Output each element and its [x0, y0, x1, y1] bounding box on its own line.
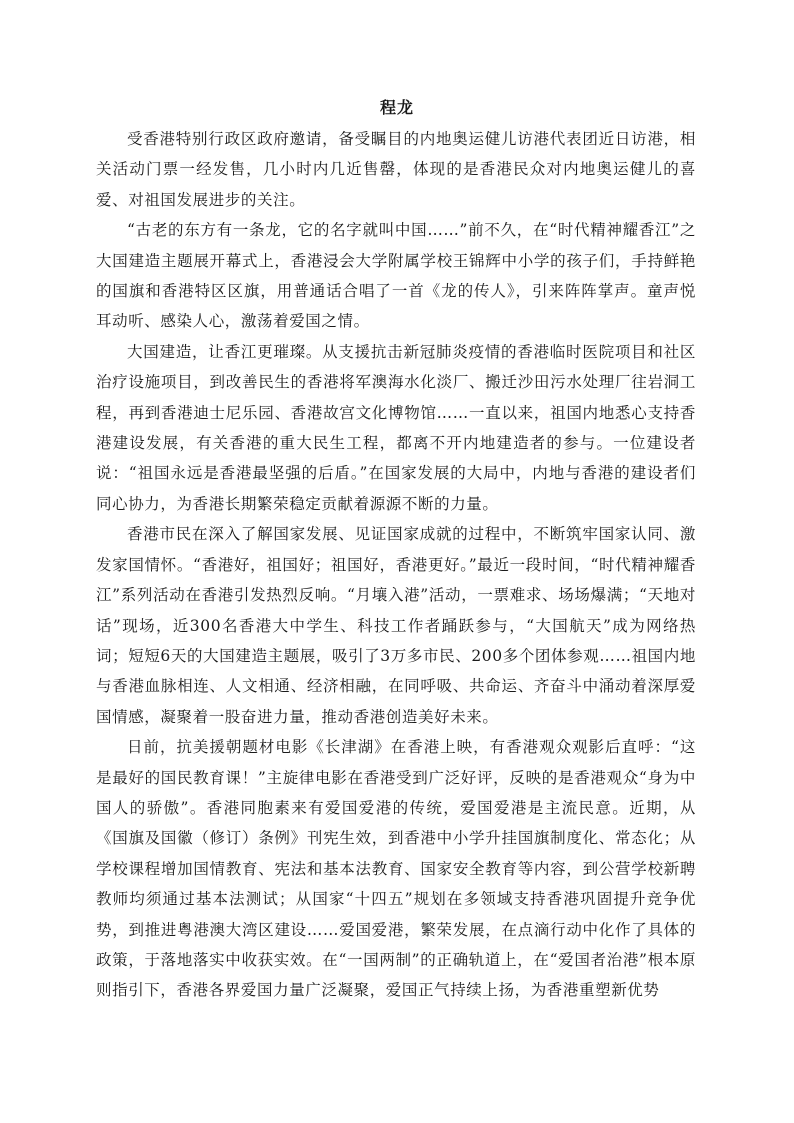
paragraph-2: “古老的东方有一条龙，它的名字就叫中国……”前不久，在“时代精神耀香江”之大国建造主题展开幕式上，香港浸会大学附属学校王锦辉中小学的孩子们，手持鲜艳的国旗和香港特区区旗，用普通话合唱了一首《龙的传人》，引来阵阵掌声。童声悦耳动听、感染人心，激荡着爱国之情。 — [96, 221, 696, 331]
paragraph-3: 大国建造，让香江更璀璨。从支援抗击新冠肺炎疫情的香港临时医院项目和社区治疗设施项目，到改善民生的香港将军澳海水化淡厂、搬迁沙田污水处理厂往岩洞工程，再到香港迪士尼乐园、香港故宫文化博物馆……一直以来，祖国内地悉心支持香港建设发展，有关香港的重大民生工程，都离不开内地建造者的参与。一位建设者说：“祖国永远是香港最坚强的后盾。”在国家发展的大局中，内地与香港的建设者们同心协力，为香港长期繁荣稳定贡献着源源不断的力量。 — [96, 342, 696, 513]
document-body — [96, 124, 696, 1006]
document-title: 程龙 — [379, 98, 414, 117]
paragraph-5: 日前，抗美援朝题材电影《长津湖》在香港上映，有香港观众观影后直呼：“这是最好的国民教育课！”主旋律电影在香港受到广泛好评，反映的是香港观众“身为中国人的骄傲”。香港同胞素来有爱国爱港的传统，爱国爱港是主流民意。近期，从《国旗及国徽（修订）条例》刊宪生效，到香港中小学升挂国旗制度化、常态化；从学校课程增加国情教育、宪法和基本法教育、国家安全教育等内容，到公营学校新聘教师均须通过基本法测试；从国家“十四五”规划在多领域支持香港巩固提升竞争优势，到推进粤港澳大湾区建设……爱国爱港，繁荣发展，在点滴行动中化作了具体的政策，于落地落实中收获实效。在“一国两制”的正确轨道上，在“爱国者治港”根本原则指引下，香港各界爱国力量广泛凝聚，爱国正气持续上扬，为香港重塑新优势 — [96, 738, 696, 1000]
paragraph-4: 香港市民在深入了解国家发展、见证国家成就的过程中，不断筑牢国家认同、激发家国情怀。“香港好，祖国好；祖国好，香港更好。”最近一段时间，“时代精神耀香江”系列活动在香港引发热烈反响。“月壤入港”活动，一票难求、场场爆满；“天地对话”现场，近300名香港大中学生、科技工作者踊跃参与，“大国航天”成为网络热词；短短6天的大国建造主题展，吸引了3万多市民、200多个团体参观……祖国内地与香港血脉相连、人文相通、经济相融，在同呼吸、共命运、齐奋斗中涌动着深厚爱国情感，凝聚着一股奋进力量，推动香港创造美好未来。 — [96, 525, 696, 726]
paragraph-1: 受香港特别行政区政府邀请，备受瞩目的内地奥运健儿访港代表团近日访港，相关活动门票一经发售，几小时内几近售罄，体现的是香港民众对内地奥运健儿的喜爱、对祖国发展进步的关注。 — [96, 130, 696, 209]
